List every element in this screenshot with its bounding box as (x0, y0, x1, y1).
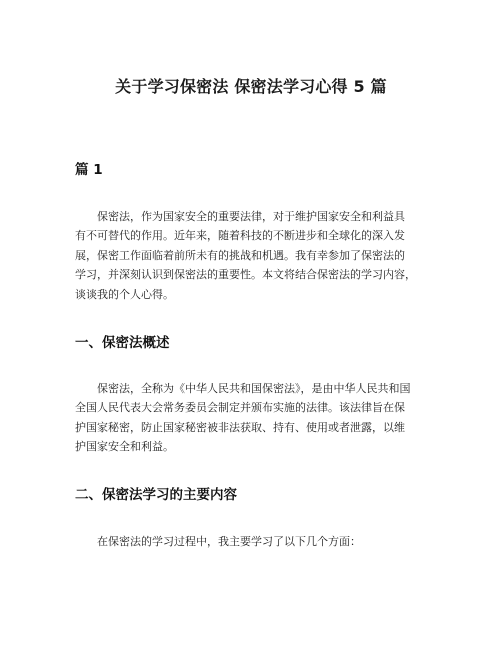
overview-paragraph (75, 379, 435, 457)
paragraph-line: 保密法，全称为《中华人民共和国保密法》，是由中华人民共和国 (97, 382, 411, 395)
intro-paragraph (75, 207, 435, 304)
paragraph-line: 保密法，作为国家安全的重要法律，对于维护国家安全和利益具 (97, 210, 405, 223)
section-heading-main-content: 二、保密法学习的主要内容 (75, 487, 237, 503)
paragraph-line: 护国家秘密，防止国家秘密被非法获取、持有、使用或者泄露，以维 (75, 420, 405, 434)
paragraph-line: 全国人民代表大会常务委员会制定并颁布实施的法律。该法律旨在保 (75, 401, 405, 415)
part-heading: 篇 1 (75, 162, 103, 178)
paragraph-line: 学习，并深刻认识到保密法的重要性。本文将结合保密法的学习内容， (75, 268, 416, 282)
paragraph-line: 谈谈我的个人心得。 (75, 287, 174, 301)
section-heading-overview: 一、保密法概述 (75, 335, 170, 351)
paragraph-line: 有不可替代的作用。近年来，随着科技的不断进步和全球化的深入发 (75, 229, 405, 243)
paragraph-line: 在保密法的学习过程中，我主要学习了以下几个方面： (97, 535, 361, 548)
paragraph-line: 护国家安全和利益。 (75, 440, 174, 454)
document-title: 关于学习保密法 保密法学习心得 5 篇 (115, 77, 387, 96)
main-content-paragraph (75, 532, 435, 551)
paragraph-line: 展，保密工作面临着前所未有的挑战和机遇。我有幸参加了保密法的 (75, 248, 405, 262)
